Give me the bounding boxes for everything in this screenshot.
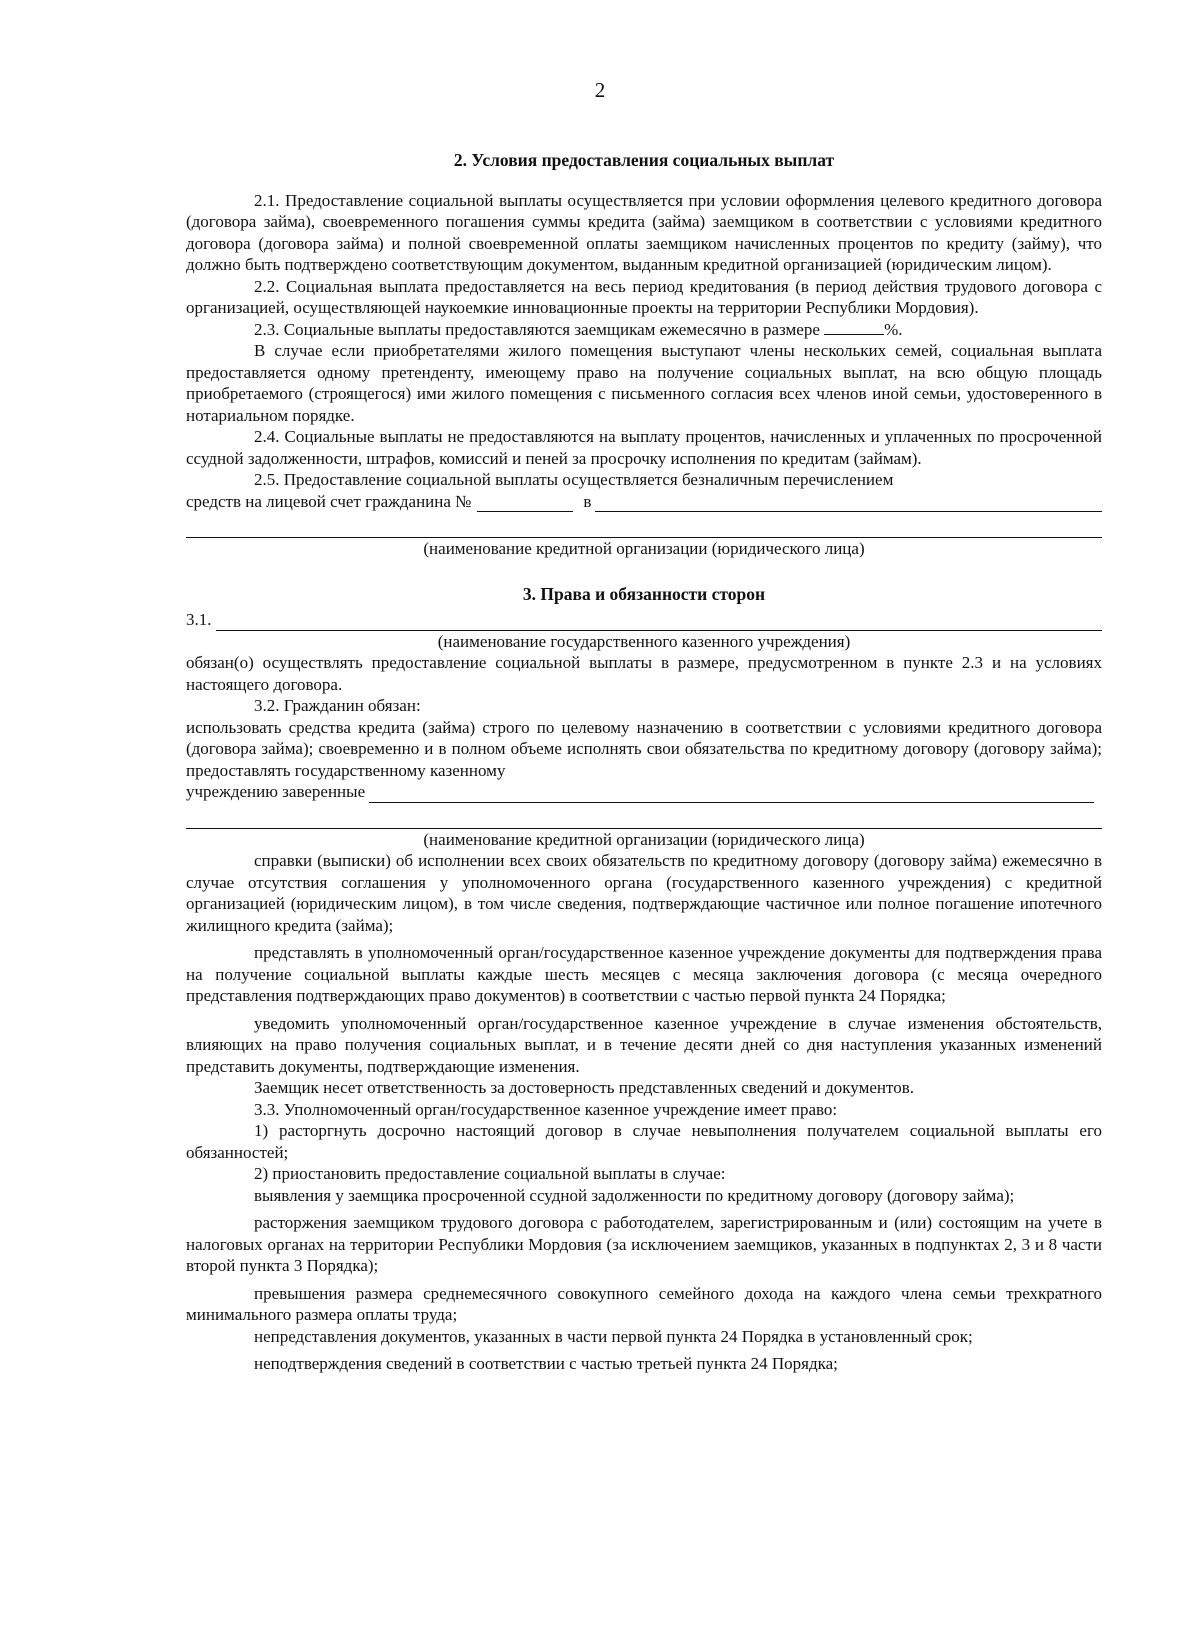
- institution-caption: (наименование государственного казенного учреждения): [437, 631, 851, 651]
- document-body: [186, 150, 1102, 1375]
- credit-org-caption: (наименование кредитной организации (юридического лица): [423, 829, 865, 849]
- account-row: [186, 491, 1102, 513]
- account-number-blank[interactable]: [477, 496, 573, 512]
- clause-3-2-d: Заемщик несет ответственность за достоверность представленных сведений и документов.: [254, 1078, 914, 1097]
- clause-3-3-2-d: непредставления документов, указанных в части первой пункта 24 Порядка в установленный срок;: [254, 1326, 973, 1346]
- section-2-title: 2. Условия предоставления социальных выплат: [453, 150, 835, 170]
- certified-label: учреждению заверенные: [186, 782, 366, 801]
- percent-blank[interactable]: [824, 319, 884, 335]
- clause-2-3-continuation: В случае если приобретателями жилого помещения выступают члены нескольких семей, социальная выплата предоставляется одному претенденту, имеющему право на получение социальных выплат, на всю общую площадь приобретаемого (строящегося) ими жилого помещения с письменного согласия всех членов иной семьи, удостоверенного в нотариальном порядке.: [186, 341, 1102, 425]
- bank-name-blank[interactable]: [595, 496, 1102, 512]
- clause-3-3-2-a: выявления у заемщика просроченной ссудной задолженности по кредитному договору (договору займа);: [254, 1185, 1015, 1205]
- clause-3-1-label: 3.1.: [186, 610, 212, 629]
- clause-3-2-b: представлять в уполномоченный орган/государственное казенное учреждение документы для подтверждения права на получение социальной выплаты каждые шесть месяцев с месяца заключения договора (с месяца очередного представления подтверждающих право документов) в соответствии с частью первой пункта 24 Порядка;: [186, 943, 1102, 1005]
- bank-preposition: в: [583, 491, 592, 511]
- institution-name-blank[interactable]: [216, 615, 1103, 631]
- page-number: 2: [594, 78, 606, 102]
- clause-2-4: 2.4. Социальные выплаты не предоставляются на выплату процентов, начисленных и уплаченных по просроченной ссудной задолженности, штрафов, комиссий и пеней за просрочку исполнения по кредитам (займам).: [186, 427, 1102, 468]
- account-label: средств на лицевой счет гражданина №: [186, 491, 472, 511]
- clause-2-2: 2.2. Социальная выплата предоставляется на весь период кредитования (в период действия трудового договора с организацией, осуществляющей наукоемкие инновационные проекты на территории Республики Мордовия).: [186, 276, 1102, 317]
- clause-2-1: 2.1. Предоставление социальной выплаты осуществляется при условии оформления целевого кредитного договора (договора займа), своевременного погашения суммы кредита (займа) заемщиком в соответствии с условиями кредитного договора (договора займа) и полной своевременной оплаты заемщиком начисленных процентов по кредиту (займу), что должно быть подтверждено соответствующим документом, выданным кредитной организацией (юридическим лицом).: [186, 190, 1102, 274]
- clause-3-1-text: обязан(о) осуществлять предоставление социальной выплаты в размере, предусмотренном в пункте 2.3 и на условиях настоящего договора.: [186, 653, 1102, 694]
- certified-row: [186, 781, 1102, 803]
- clause-3-3-1: 1) расторгнуть досрочно настоящий договор в случае невыполнения получателем социальной выплаты его обязанностей;: [186, 1121, 1102, 1162]
- clause-2-3-suffix: %.: [884, 319, 903, 339]
- section-3-title: 3. Права и обязанности сторон: [522, 583, 766, 604]
- clause-3-2-a: справки (выписки) об исполнении всех своих обязательств по кредитному договору (договору займа) ежемесячно в случае отсутствия соглашения у уполномоченного органа (государственного казенного учреждения) с кредитной организацией (юридическим лицом), в том числе сведения, подтверждающие частичное или полное погашение ипотечного жилищного кредита (займа);: [186, 851, 1102, 935]
- clause-2-5: 2.5. Предоставление социальной выплаты осуществляется безналичным перечислением: [254, 470, 894, 489]
- clause-3-2-c: уведомить уполномоченный орган/государственное казенное учреждение в случае изменения обстоятельств, влияющих на право получения социальных выплат, и в течение десяти дней со дня наступления указанных изменений представить документы, подтверждающие изменения.: [186, 1013, 1102, 1076]
- clause-2-3: [186, 319, 1102, 341]
- clause-3-1-row: [186, 609, 1102, 631]
- clause-3-2-title: 3.2. Гражданин обязан:: [254, 696, 421, 715]
- clause-2-3-text: 2.3. Социальные выплаты предоставляются заемщикам ежемесячно в размере: [254, 319, 820, 339]
- certified-blank[interactable]: [369, 787, 1094, 803]
- clause-3-3-2: 2) приостановить предоставление социальной выплаты в случае:: [254, 1164, 726, 1183]
- clause-3-2-text: использовать средства кредита (займа) строго по целевому назначению в соответствии с условиями кредитного договора (договора займа); своевременно и в полном объеме исполнять свои обязательства по кредитному договору (договору займа); предоставлять государственному казенному: [186, 717, 1102, 780]
- bank-name-caption: (наименование кредитной организации (юридического лица): [423, 539, 865, 558]
- clause-3-3-2-e: неподтверждения сведений в соответствии с частью третьей пункта 24 Порядка;: [254, 1354, 838, 1373]
- clause-3-3-title: 3.3. Уполномоченный орган/государственное казенное учреждение имеет право:: [254, 1099, 838, 1119]
- clause-3-3-2-b: расторжения заемщиком трудового договора с работодателем, зарегистрированным и (или) состоящим на учете в налоговых органах на территории Республики Мордовия (за исключением заемщиков, указанных в подпунктах 2, 3 и 8 части второй пункта 3 Порядка);: [186, 1213, 1102, 1275]
- clause-3-3-2-c: превышения размера среднемесячного совокупного семейного дохода на каждого члена семьи трехкратного минимального размера оплаты труда;: [186, 1283, 1102, 1324]
